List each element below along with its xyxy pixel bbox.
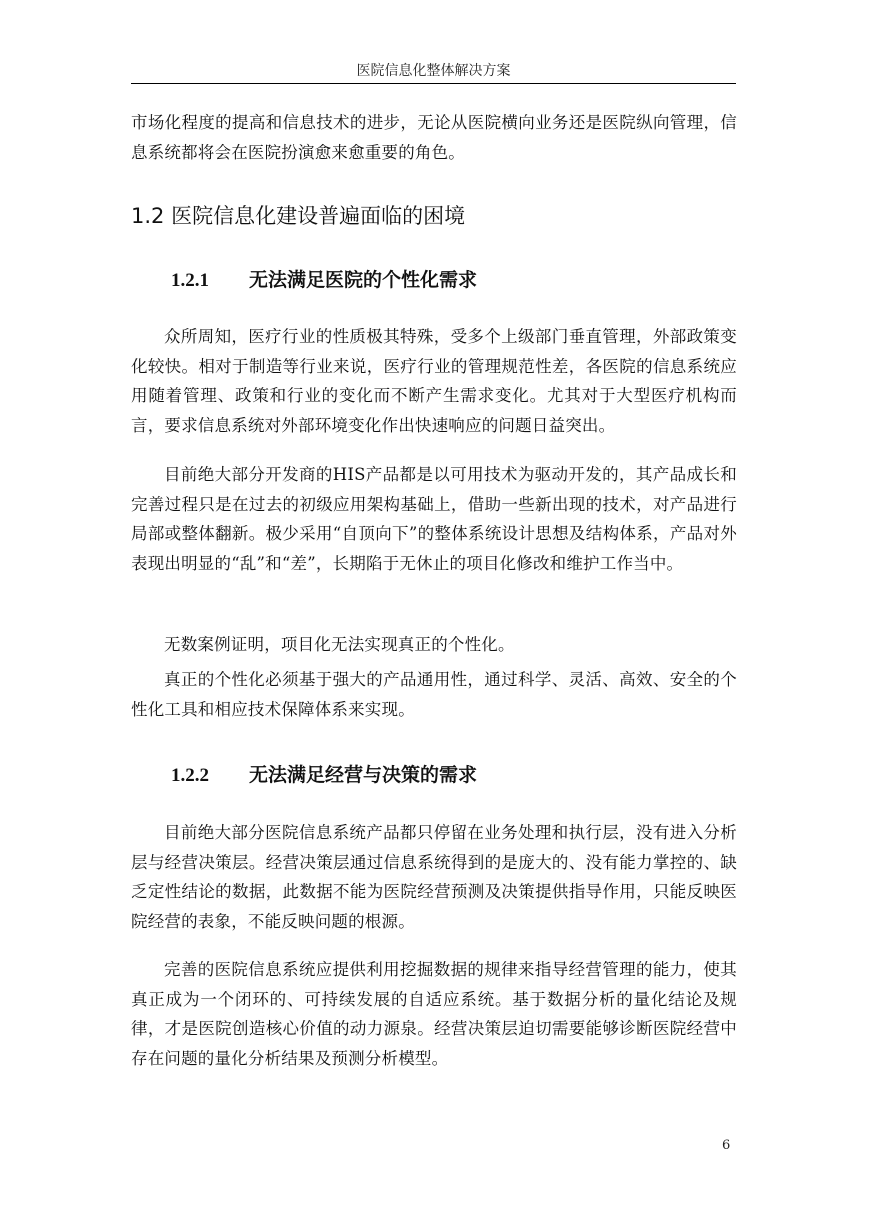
subsection-title: 无法满足经营与决策的需求 xyxy=(249,764,478,786)
section-heading-1-2 xyxy=(131,203,465,229)
page-number: 6 xyxy=(722,1138,731,1153)
header-divider xyxy=(131,83,736,84)
body-paragraph: 无数案例证明，项目化无法实现真正的个性化。 xyxy=(164,635,515,654)
body-paragraph: 真正的个性化必须基于强大的产品通用性，通过科学、灵活、高效、安全的个性化工具和相应技术保障体系来实现。 xyxy=(131,670,737,719)
subsection-number: 1.2.1 xyxy=(171,270,209,291)
running-header: 医院信息化整体解决方案 xyxy=(356,63,511,79)
subsection-heading-1-2-1 xyxy=(171,268,477,293)
subsection-heading-1-2-2 xyxy=(171,763,477,788)
body-paragraph: 众所周知，医疗行业的性质极其特殊，受多个上级部门垂直管理，外部政策变化较快。相对于制造等行业来说，医疗行业的管理规范性差，各医院的信息系统应用随着管理、政策和行业的变化而不断产生需求变化。尤其对于大型医疗机构而言，要求信息系统对外部环境变化作出快速响应的问题日益突出。 xyxy=(131,327,737,435)
intro-paragraph: 市场化程度的提高和信息技术的进步，无论从医院横向业务还是医院纵向管理，信息系统都将会在医院扮演愈来愈重要的角色。 xyxy=(131,113,737,162)
body-paragraph: 目前绝大部分医院信息系统产品都只停留在业务处理和执行层，没有进入分析层与经营决策层。经营决策层通过信息系统得到的是庞大的、没有能力掌控的、缺乏定性结论的数据，此数据不能为医院经营预测及决策提供指导作用，只能反映医院经营的表象，不能反映问题的根源。 xyxy=(131,823,737,931)
body-paragraph: 完善的医院信息系统应提供利用挖掘数据的规律来指导经营管理的能力，使其真正成为一个闭环的、可持续发展的自适应系统。基于数据分析的量化结论及规律，才是医院创造核心价值的动力源泉。经营决策层迫切需要能够诊断医院经营中存在问题的量化分析结果及预测分析模型。 xyxy=(131,960,737,1068)
section-number: 1.2 xyxy=(131,204,165,228)
section-title: 医院信息化建设普遍面临的困境 xyxy=(171,204,466,228)
subsection-title: 无法满足医院的个性化需求 xyxy=(249,269,478,291)
body-paragraph: 目前绝大部分开发商的HIS产品都是以可用技术为驱动开发的，其产品成长和完善过程只是在过去的初级应用架构基础上，借助一些新出现的技术，对产品进行局部或整体翻新。极少采用“自顶向下”的整体系统设计思想及结构体系，产品对外表现出明显的“乱”和“差”，长期陷于无休止的项目化修改和维护工作当中。 xyxy=(131,465,737,573)
subsection-number: 1.2.2 xyxy=(171,765,209,786)
